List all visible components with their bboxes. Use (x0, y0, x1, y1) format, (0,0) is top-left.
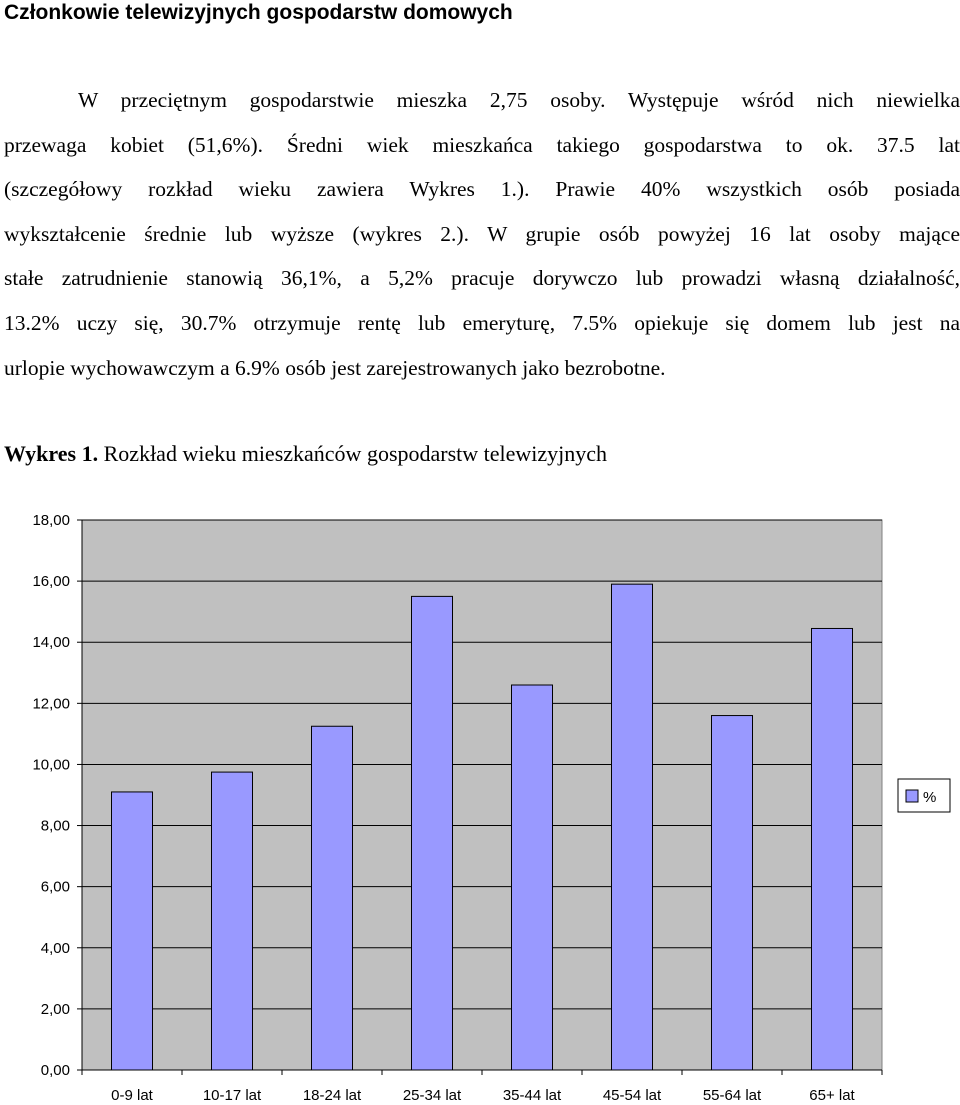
bar-18-24-lat (312, 726, 353, 1070)
bar-25-34-lat (412, 596, 453, 1070)
paragraph-line: stałe zatrudnienie stanowią 36,1%, a 5,2% pracuje dorywczo lub prowadzi własną działalność, (4, 266, 960, 291)
y-axis-ticks (32, 512, 82, 1079)
bar-35-44-lat (512, 685, 553, 1070)
chart-caption (4, 440, 607, 468)
y-tick-label: 14,00 (32, 634, 70, 652)
chart-caption-label: Wykres 1. (4, 441, 99, 466)
y-tick-label: 8,00 (40, 817, 70, 835)
x-tick-label: 18-24 lat (302, 1087, 362, 1104)
y-tick-label: 12,00 (32, 695, 70, 713)
y-tick-label: 4,00 (40, 939, 70, 957)
legend-label: % (923, 789, 937, 806)
x-tick-label: 65+ lat (809, 1087, 855, 1104)
x-tick-label: 55-64 lat (702, 1087, 762, 1104)
legend (898, 779, 950, 812)
bar-65+-lat (812, 628, 853, 1070)
y-tick-label: 16,00 (32, 573, 70, 591)
x-tick-label: 10-17 lat (202, 1087, 262, 1104)
bar-55-64-lat (712, 716, 753, 1070)
bar-0-9-lat (112, 792, 153, 1070)
body-paragraph (4, 78, 960, 390)
y-tick-label: 2,00 (40, 1000, 70, 1018)
x-axis-ticks (82, 1070, 882, 1104)
paragraph-line: (szczegółowy rozkład wieku zawiera Wykres 1.). Prawie 40% wszystkich osób posiada (4, 177, 960, 202)
legend-swatch (906, 790, 918, 802)
x-tick-label: 25-34 lat (402, 1087, 462, 1104)
y-tick-label: 0,00 (40, 1062, 70, 1079)
page-heading: Członkowie telewizyjnych gospodarstw domowych (4, 1, 513, 24)
x-tick-label: 35-44 lat (502, 1087, 562, 1104)
paragraph-line: wykształcenie średnie lub wyższe (wykres 2.). W grupie osób powyżej 16 lat osoby mające (4, 221, 960, 246)
paragraph-line: urlopie wychowawczym a 6.9% osób jest zarejestrowanych jako bezrobotne. (4, 355, 666, 380)
paragraph-line: W przeciętnym gospodarstwie mieszka 2,75 osoby. Występuje wśród nich niewielka (78, 88, 960, 112)
x-tick-label: 0-9 lat (111, 1087, 153, 1104)
age-distribution-chart (0, 500, 960, 1105)
bar-10-17-lat (212, 772, 253, 1070)
paragraph-line: 13.2% uczy się, 30.7% otrzymuje rentę lub emeryturę, 7.5% opiekuje się domem lub jest na (4, 310, 960, 335)
x-tick-label: 45-54 lat (602, 1087, 662, 1104)
plot-area (82, 520, 882, 1070)
paragraph-line: przewaga kobiet (51,6%). Średni wiek mieszkańca takiego gospodarstwa to ok. 37.5 lat (4, 132, 960, 157)
y-tick-label: 6,00 (40, 878, 70, 896)
y-tick-label: 18,00 (32, 512, 70, 529)
y-tick-label: 10,00 (32, 756, 70, 774)
chart-caption-text: Rozkład wieku mieszkańców gospodarstw telewizyjnych (98, 441, 608, 466)
bar-45-54-lat (612, 584, 653, 1070)
